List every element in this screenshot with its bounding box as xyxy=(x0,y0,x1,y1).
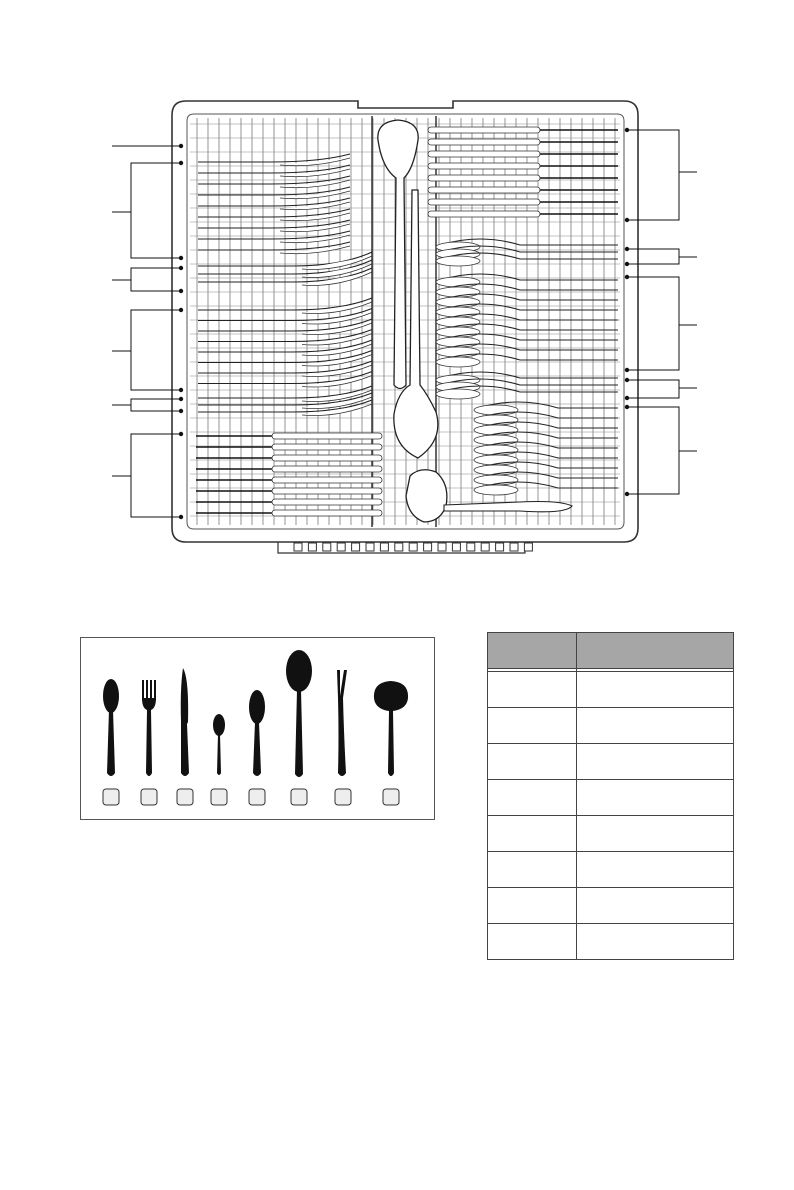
right-fork-head xyxy=(436,256,480,266)
knife-blade xyxy=(272,466,382,472)
ladle-handle xyxy=(444,502,572,512)
dessert-spoon-icon xyxy=(249,690,265,776)
callout-dot xyxy=(625,396,629,400)
bottom-tab xyxy=(467,543,475,551)
callout-dot xyxy=(179,388,183,392)
callout-dot xyxy=(179,266,183,270)
right-spoon-head xyxy=(436,357,480,367)
table-cell xyxy=(577,924,734,960)
ladle-bowl xyxy=(406,470,447,522)
knife-blade xyxy=(428,199,540,205)
table-header-row xyxy=(488,633,734,669)
callout-dot xyxy=(179,409,183,413)
table-cell xyxy=(488,780,577,816)
bottom-tab xyxy=(352,543,360,551)
callout-bracket xyxy=(627,249,679,264)
legend-box-2 xyxy=(141,789,157,805)
callout-dot xyxy=(179,256,183,260)
table-cell xyxy=(577,744,734,780)
knife-blade xyxy=(272,510,382,516)
callout-dot xyxy=(179,432,183,436)
callout-bracket xyxy=(627,407,679,494)
table-row xyxy=(488,852,734,888)
bottom-tab xyxy=(395,543,403,551)
knife-blade xyxy=(272,433,382,439)
callout-dot xyxy=(625,262,629,266)
knife-blade xyxy=(272,444,382,450)
legend-box-8 xyxy=(383,789,399,805)
table-cell xyxy=(488,672,577,708)
callout-dot xyxy=(179,397,183,401)
bottom-tab xyxy=(438,543,446,551)
table-cell xyxy=(488,708,577,744)
bottom-tab xyxy=(452,543,460,551)
callout-dot xyxy=(625,368,629,372)
callout-bracket xyxy=(131,268,181,291)
left-spoon-head xyxy=(302,376,372,388)
right-teaspoon-head xyxy=(474,485,518,495)
bottom-tab xyxy=(409,543,417,551)
table-cell xyxy=(488,924,577,960)
callout-dot xyxy=(179,144,183,148)
callout-bracket xyxy=(627,130,679,220)
bottom-tab xyxy=(366,543,374,551)
table-header-cell xyxy=(488,633,577,669)
legend-box-4 xyxy=(211,789,227,805)
table-cell xyxy=(488,852,577,888)
bottom-tab xyxy=(294,543,302,551)
bottom-tab xyxy=(323,543,331,551)
legend-boxes xyxy=(103,789,399,805)
table-cell xyxy=(577,672,734,708)
callout-dot xyxy=(625,247,629,251)
table-cell xyxy=(577,852,734,888)
bottom-tab xyxy=(380,543,388,551)
table-cell xyxy=(488,816,577,852)
table-row xyxy=(488,888,734,924)
bottom-tab xyxy=(510,543,518,551)
rack-handle-tabs xyxy=(278,542,532,553)
callout-bracket xyxy=(131,163,181,258)
knife-blade xyxy=(428,139,540,145)
serving-fork-icon xyxy=(337,670,347,776)
bottom-tab xyxy=(308,543,316,551)
legend-box-5 xyxy=(249,789,265,805)
knife-blade xyxy=(428,163,540,169)
callout-bracket xyxy=(627,277,679,370)
callout-dot xyxy=(179,308,183,312)
ladle-icon xyxy=(374,681,408,776)
table-cell xyxy=(577,816,734,852)
callout-bracket xyxy=(131,310,181,390)
bottom-tab xyxy=(424,543,432,551)
callout-dot xyxy=(625,492,629,496)
table-cell xyxy=(488,888,577,924)
cutlery-type-legend xyxy=(80,637,435,820)
table-header-cell xyxy=(577,633,734,669)
table-row xyxy=(488,780,734,816)
bottom-tab xyxy=(481,543,489,551)
callout-dot xyxy=(625,275,629,279)
right-fork-head xyxy=(436,389,480,399)
table-cell xyxy=(488,744,577,780)
knife-blade xyxy=(272,455,382,461)
table-row xyxy=(488,816,734,852)
callout-dot xyxy=(625,218,629,222)
table-cell xyxy=(577,780,734,816)
cutlery-key-table xyxy=(487,632,734,960)
teaspoon-icon xyxy=(213,714,225,775)
bottom-tab xyxy=(337,543,345,551)
legend-box-7 xyxy=(335,789,351,805)
callout-dot xyxy=(179,161,183,165)
knife-blade xyxy=(272,477,382,483)
table-cell xyxy=(577,708,734,744)
bottom-tab xyxy=(524,543,532,551)
legend-box-1 xyxy=(103,789,119,805)
knife-blade xyxy=(428,211,540,217)
table-row xyxy=(488,708,734,744)
knife-blade xyxy=(428,151,540,157)
tablespoon-icon xyxy=(103,679,119,776)
knife-icon xyxy=(181,668,189,776)
knife-blade xyxy=(272,488,382,494)
knife-blade xyxy=(272,499,382,505)
callout-bracket xyxy=(131,399,181,411)
table-row xyxy=(488,744,734,780)
callout-dot xyxy=(625,128,629,132)
table-row xyxy=(488,924,734,960)
legend-box-3 xyxy=(177,789,193,805)
callout-dot xyxy=(179,289,183,293)
knife-blade xyxy=(428,187,540,193)
callout-bracket xyxy=(131,434,181,517)
callout-dot xyxy=(625,378,629,382)
serving-spoon-icon xyxy=(286,650,312,777)
bottom-tab xyxy=(496,543,504,551)
knife-blade xyxy=(428,175,540,181)
callout-bracket xyxy=(627,380,679,398)
table-cell xyxy=(577,888,734,924)
knife-blade xyxy=(428,127,540,133)
callout-dot xyxy=(625,405,629,409)
fork-icon xyxy=(142,680,156,776)
callout-dot xyxy=(179,515,183,519)
table-row xyxy=(488,672,734,708)
legend-box-6 xyxy=(291,789,307,805)
legend-icons xyxy=(81,638,436,821)
